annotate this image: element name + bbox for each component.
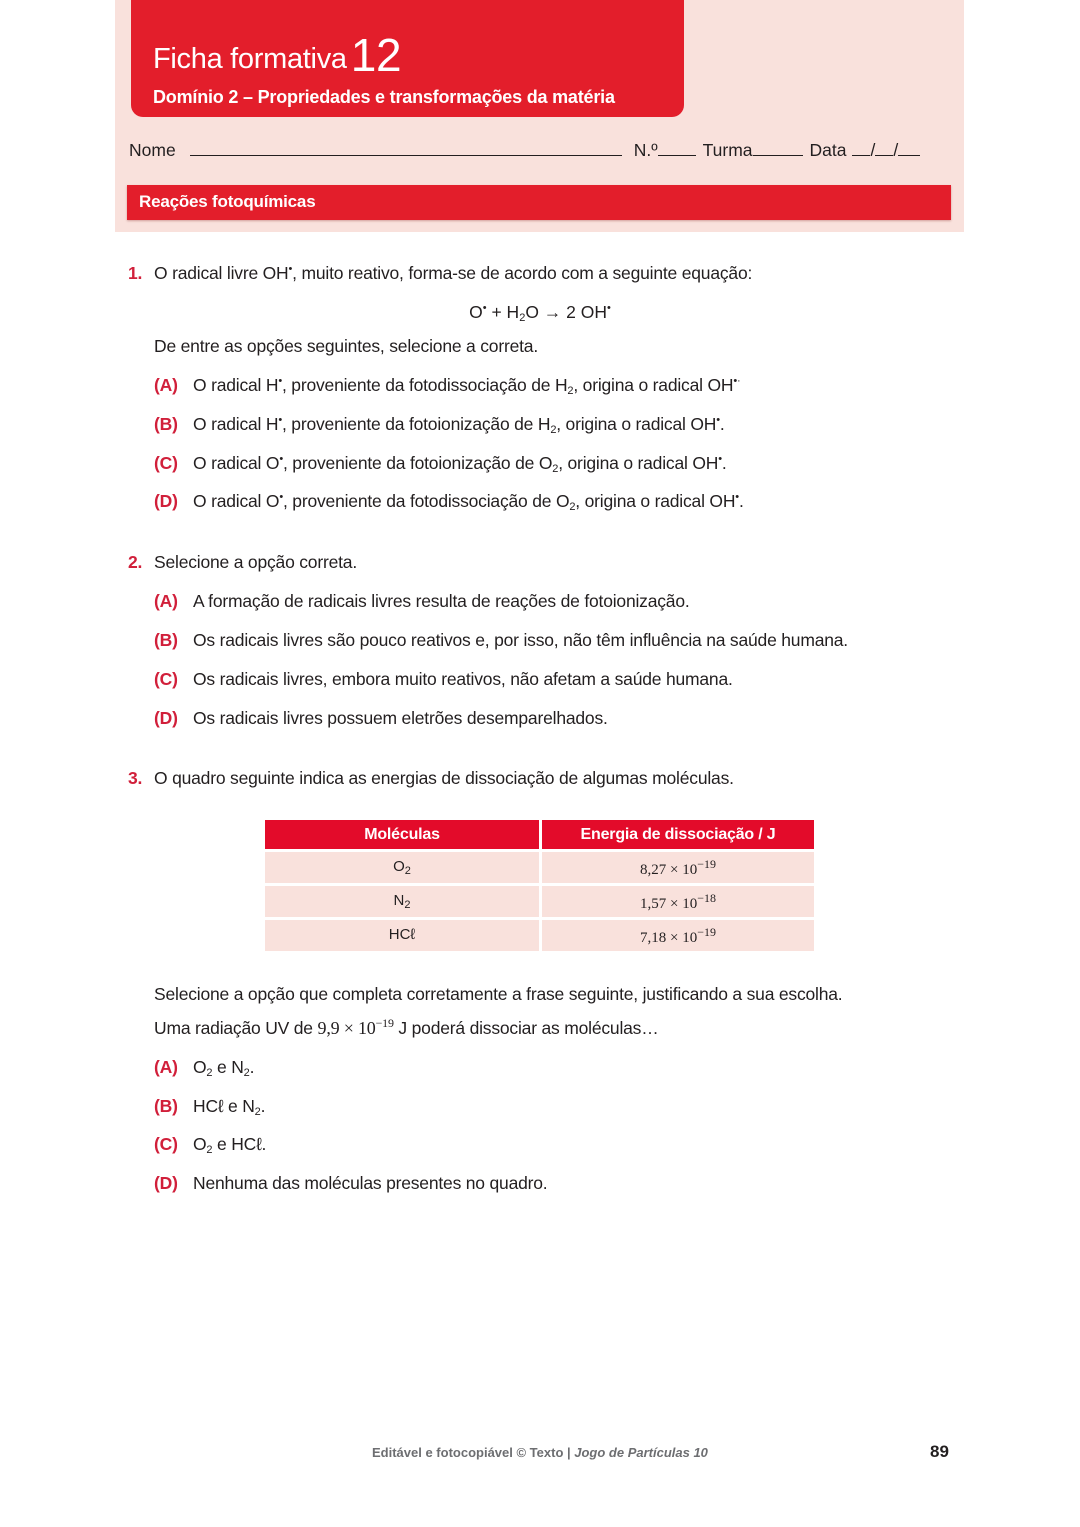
domain-subtitle: Domínio 2 – Propriedades e transformações da matéria xyxy=(153,87,615,107)
option-text: Os radicais livres possuem eletrões desemparelhados. xyxy=(193,708,608,728)
energy-mantissa: 8,27 × 10 xyxy=(640,861,698,878)
table-row xyxy=(265,852,814,883)
option-text: O radical H xyxy=(193,414,279,434)
molecule-cell xyxy=(265,852,539,883)
option-text: e N xyxy=(212,1057,244,1077)
option-letter: (A) xyxy=(154,591,178,611)
option-text: O xyxy=(193,1057,207,1077)
class-field[interactable] xyxy=(753,141,803,156)
option-text: , proveniente da fotodissociação de H xyxy=(281,375,568,395)
molecule: N xyxy=(393,892,405,909)
student-info-line xyxy=(129,140,953,161)
subscript: 2 xyxy=(550,424,557,436)
table-header-row xyxy=(265,820,814,849)
column-header: Moléculas xyxy=(265,820,539,849)
column-header: Energia de dissociação / J xyxy=(542,820,814,849)
option-text: A formação de radicais livres resulta de reações de fotoionização. xyxy=(193,591,690,611)
molecule-cell xyxy=(265,886,539,917)
section-title-bar xyxy=(127,185,951,220)
stem-energy xyxy=(318,1018,394,1038)
molecule-cell xyxy=(265,920,539,951)
option-letter: (C) xyxy=(154,669,178,689)
option-text: , proveniente da fotodissociação de O xyxy=(282,491,570,511)
option-text: Nenhuma das moléculas presentes no quadro. xyxy=(193,1173,548,1193)
option-text: e N xyxy=(223,1096,255,1116)
subscript: 2 xyxy=(569,501,576,513)
option-text: O radical O xyxy=(193,491,280,511)
subscript: 2 xyxy=(519,312,526,324)
worksheet-title xyxy=(153,28,401,82)
radical-dot: • xyxy=(278,414,282,427)
energy-exponent: −18 xyxy=(697,890,716,905)
eq-part: O xyxy=(469,302,483,322)
stem-text: Uma radiação UV de xyxy=(154,1018,318,1038)
option-text: HCℓ xyxy=(193,1096,224,1116)
option-letter: (D) xyxy=(154,491,178,511)
number-label: N.º xyxy=(633,140,658,160)
period: . xyxy=(738,491,744,511)
q3-option-d[interactable] xyxy=(154,1173,547,1194)
q3-option-b[interactable] xyxy=(154,1096,265,1118)
period: . xyxy=(260,1096,266,1116)
radical-dot: • xyxy=(718,453,722,466)
title-text: Ficha formativa xyxy=(153,43,347,75)
subscript: 2 xyxy=(206,1144,213,1156)
option-letter: (C) xyxy=(154,1134,178,1154)
option-text: O radical H xyxy=(193,375,279,395)
subscript: 2 xyxy=(254,1106,261,1118)
radical-dot: •· xyxy=(733,375,741,388)
subscript: 2 xyxy=(404,865,411,877)
question-1 xyxy=(128,263,752,284)
period: . xyxy=(719,414,725,434)
chemical-equation xyxy=(0,302,1080,324)
option-text: , origina o radical OH xyxy=(558,453,719,473)
q1-option-c[interactable] xyxy=(154,453,727,475)
option-text: Os radicais livres, embora muito reativos, não afetam a saúde humana. xyxy=(193,669,733,689)
date-day-field[interactable] xyxy=(852,141,870,156)
period: . xyxy=(721,453,727,473)
energy-exponent: −19 xyxy=(697,924,716,939)
radical-dot: • xyxy=(288,263,293,276)
question-3 xyxy=(128,768,734,789)
radical-dot: • xyxy=(279,453,283,466)
option-text: , proveniente da fotoionização de O xyxy=(282,453,553,473)
copyright-text: Editável e fotocopiável © Texto | xyxy=(372,1445,575,1460)
period: . xyxy=(261,1134,267,1154)
dissociation-energy-table xyxy=(262,817,817,954)
q2-option-a[interactable] xyxy=(154,591,690,612)
energy-exponent: −19 xyxy=(697,856,716,871)
eq-part: O → 2 OH xyxy=(525,302,608,322)
subscript: 2 xyxy=(552,463,559,475)
date-month-field[interactable] xyxy=(875,141,893,156)
title-card xyxy=(131,0,684,117)
question-1-instruction: De entre as opções seguintes, selecione a correta. xyxy=(154,336,538,356)
question-text: , muito reativo, forma-se de acordo com a seguinte equação: xyxy=(292,263,753,283)
q1-option-d[interactable] xyxy=(154,491,744,513)
q2-option-c[interactable] xyxy=(154,669,733,690)
period: . xyxy=(249,1057,255,1077)
option-letter: (A) xyxy=(154,375,178,395)
energy-cell xyxy=(542,920,814,951)
date-separator: / xyxy=(870,140,876,160)
question-3-instruction: Selecione a opção que completa corretamente a frase seguinte, justificando a sua escolha. xyxy=(154,984,843,1004)
radical-dot: • xyxy=(607,302,611,315)
subscript: 2 xyxy=(206,1067,213,1079)
q1-option-b[interactable] xyxy=(154,414,725,436)
question-2 xyxy=(128,552,357,573)
section-title: Reações fotoquímicas xyxy=(139,192,316,211)
option-letter: (C) xyxy=(154,453,178,473)
radical-dot: • xyxy=(735,491,739,504)
name-field[interactable] xyxy=(190,141,622,156)
table-row xyxy=(265,920,814,951)
option-letter: (B) xyxy=(154,630,178,650)
q3-option-c[interactable] xyxy=(154,1134,266,1156)
molecule: HCℓ xyxy=(388,926,416,943)
eq-part: + H xyxy=(486,302,520,322)
energy-cell xyxy=(542,852,814,883)
question-number: 2. xyxy=(128,552,143,572)
option-text: , origina o radical OH xyxy=(556,414,717,434)
question-text: O radical livre OH xyxy=(154,263,289,283)
date-label: Data xyxy=(809,140,847,160)
question-text: Selecione a opção correta. xyxy=(154,552,357,572)
number-field[interactable] xyxy=(658,141,696,156)
date-year-field[interactable] xyxy=(898,141,920,156)
page-number: 89 xyxy=(930,1442,949,1461)
option-text: Os radicais livres são pouco reativos e, por isso, não têm influência na saúde humana. xyxy=(193,630,848,650)
name-label: Nome xyxy=(129,140,176,160)
option-letter: (B) xyxy=(154,1096,178,1116)
worksheet-number: 12 xyxy=(350,29,402,81)
energy-mantissa: 1,57 × 10 xyxy=(640,895,698,912)
option-text: , origina o radical OH xyxy=(573,375,734,395)
option-letter: (D) xyxy=(154,1173,178,1193)
molecule: O xyxy=(393,858,405,875)
book-title: Jogo de Partículas 10 xyxy=(574,1445,708,1460)
class-label: Turma xyxy=(702,140,753,160)
table-row xyxy=(265,886,814,917)
radical-dot: • xyxy=(278,375,282,388)
subscript: 2 xyxy=(404,899,411,911)
q1-option-a[interactable] xyxy=(154,375,740,397)
option-text: , proveniente da fotoionização de H xyxy=(281,414,551,434)
q3-option-a[interactable] xyxy=(154,1057,254,1079)
date-separator: / xyxy=(893,140,899,160)
subscript: 2 xyxy=(567,385,574,397)
energy-mantissa: 7,18 × 10 xyxy=(640,929,698,946)
option-text: e HCℓ xyxy=(212,1134,262,1154)
q2-option-d[interactable] xyxy=(154,708,608,729)
question-3-stem xyxy=(154,1016,659,1039)
radical-dot: • xyxy=(716,414,720,427)
radical-dot: • xyxy=(482,302,487,315)
energy-exponent: −19 xyxy=(375,1016,394,1030)
option-letter: (D) xyxy=(154,708,178,728)
radical-dot: • xyxy=(279,491,283,504)
subscript: 2 xyxy=(243,1067,250,1079)
q2-option-b[interactable] xyxy=(154,630,848,651)
option-letter: (A) xyxy=(154,1057,178,1077)
footer-copyright xyxy=(372,1445,708,1460)
energy-cell xyxy=(542,886,814,917)
energy-mantissa: 9,9 × 10 xyxy=(317,1018,376,1038)
option-letter: (B) xyxy=(154,414,178,434)
question-number: 1. xyxy=(128,263,143,283)
stem-text: J poderá dissociar as moléculas… xyxy=(393,1018,659,1038)
option-text: O radical O xyxy=(193,453,280,473)
question-number: 3. xyxy=(128,768,143,788)
option-text: O xyxy=(193,1134,207,1154)
option-text: , origina o radical OH xyxy=(575,491,736,511)
question-text: O quadro seguinte indica as energias de dissociação de algumas moléculas. xyxy=(154,768,734,788)
